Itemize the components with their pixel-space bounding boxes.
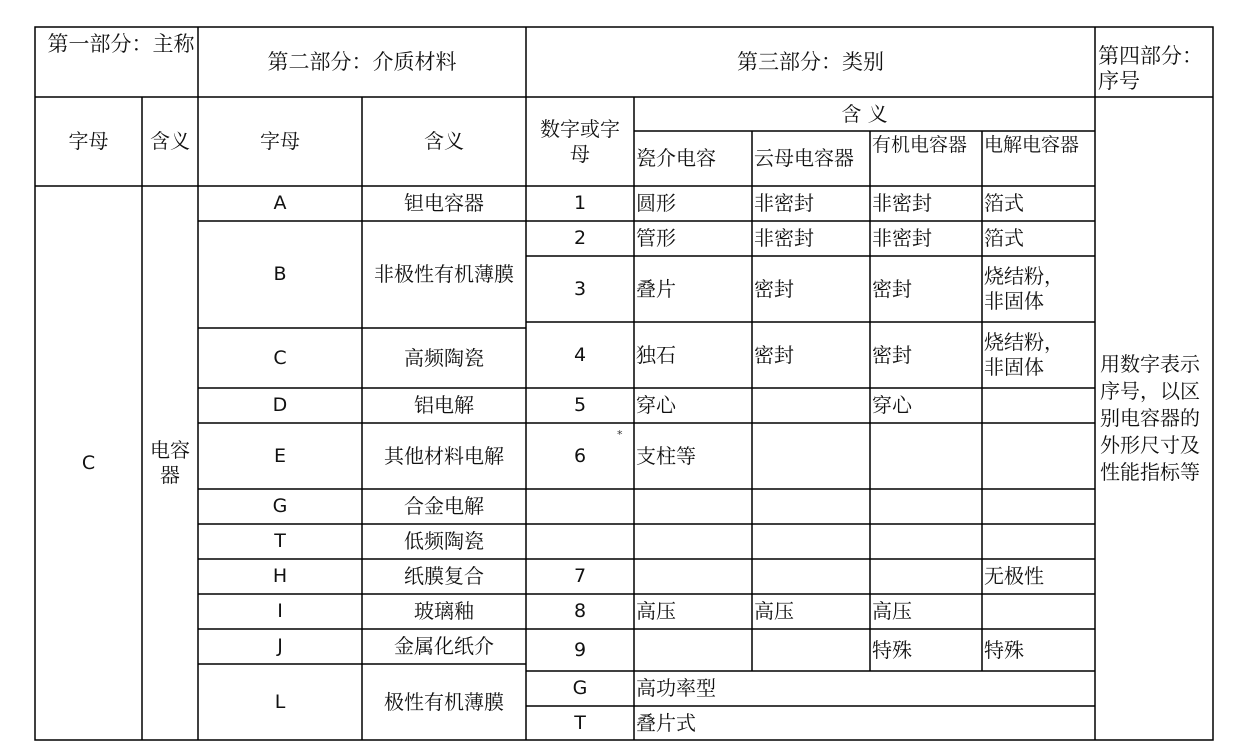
part1-header: 第一部分：主称	[47, 32, 195, 56]
part1-meaning-header: 含义	[150, 129, 190, 153]
material-letter: I	[277, 600, 283, 622]
category-organic: 穿心	[872, 393, 912, 417]
category-ceramic: 穿心	[636, 393, 676, 417]
material-meaning: 低频陶瓷	[404, 529, 484, 553]
category-ceramic	[634, 559, 752, 594]
category-code	[526, 524, 634, 559]
digit-or-letter-header: 数字或字母	[540, 116, 620, 166]
category-code: G	[572, 677, 588, 699]
category-electrolytic: 无极性	[984, 564, 1044, 588]
category-organic: 密封	[872, 342, 912, 367]
material-letter: B	[273, 263, 287, 285]
material-letter: A	[273, 192, 287, 214]
part2-meaning-header: 含义	[424, 129, 464, 153]
category-organic: 非密封	[872, 226, 932, 250]
serial-note: 用数字表示序号，以区别电容器的外形尺寸及性能指标等	[1100, 352, 1200, 484]
category-electrolytic	[982, 489, 1095, 524]
material-letter: H	[272, 565, 288, 587]
subheader-ceramic: 瓷介电容	[636, 146, 716, 170]
category-meaning-header: 含 义	[841, 101, 888, 126]
category-mica	[752, 423, 870, 489]
category-organic: 非密封	[872, 191, 932, 215]
material-meaning: 金属化纸介	[394, 634, 494, 658]
category-ceramic: 圆形	[636, 191, 676, 215]
stray-asterisk-mark: *	[617, 428, 623, 441]
category-code: 8	[573, 600, 587, 622]
category-electrolytic	[982, 524, 1095, 559]
material-meaning: 极性有机薄膜	[384, 689, 504, 714]
category-ceramic	[634, 489, 752, 524]
category-code: 6	[573, 444, 587, 467]
material-meaning: 非极性有机薄膜	[374, 262, 514, 286]
part1-meaning: 电容器	[150, 438, 190, 487]
category-electrolytic	[982, 594, 1095, 629]
material-meaning: 其他材料电解	[384, 443, 504, 468]
material-letter: E	[273, 444, 286, 467]
category-ceramic	[634, 629, 752, 671]
category-electrolytic	[982, 388, 1095, 423]
category-code: 9	[573, 638, 587, 661]
category-ceramic: 支柱等	[636, 443, 696, 468]
category-electrolytic	[982, 423, 1095, 489]
part4-header: 第四部分：序号	[1098, 44, 1203, 93]
category-mica: 高压	[754, 599, 794, 623]
part2-header: 第二部分：介质材料	[267, 49, 457, 74]
material-meaning: 铝电解	[414, 393, 474, 417]
material-letter: L	[274, 690, 286, 713]
category-code: 7	[573, 565, 587, 587]
category-mica	[752, 559, 870, 594]
category-electrolytic: 箔式	[984, 226, 1024, 250]
category-mica	[752, 629, 870, 671]
category-mica: 非密封	[754, 191, 814, 215]
category-ceramic: 管形	[636, 226, 676, 250]
category-organic: 特殊	[872, 637, 912, 662]
material-meaning: 高频陶瓷	[404, 345, 484, 370]
subheader-mica: 云母电容器	[754, 146, 854, 170]
material-meaning: 钽电容器	[404, 191, 484, 215]
category-mica	[752, 489, 870, 524]
category-organic: 高压	[872, 599, 912, 623]
part2-letter-header: 字母	[260, 129, 300, 153]
category-mica	[752, 388, 870, 423]
material-letter: T	[274, 530, 286, 552]
category-ceramic: 高压	[636, 599, 676, 623]
part3-header: 第三部分：类别	[737, 49, 884, 74]
material-meaning: 纸膜复合	[404, 564, 484, 588]
category-mica: 非密封	[754, 226, 814, 250]
part1-letter-header: 字母	[68, 129, 109, 153]
category-code: 1	[573, 192, 587, 214]
material-meaning: 合金电解	[404, 494, 484, 518]
category-code: 5	[573, 394, 587, 416]
category-code: 3	[573, 277, 587, 300]
category-organic	[870, 524, 982, 559]
category-mica: 密封	[754, 342, 794, 367]
category-mica: 密封	[754, 276, 794, 301]
material-letter: G	[272, 495, 288, 517]
category-electrolytic: 烧结粉，非固体	[984, 330, 1064, 379]
category-electrolytic: 特殊	[984, 637, 1024, 662]
category-merged-meaning: 高功率型	[636, 676, 716, 700]
category-code: 4	[573, 343, 587, 366]
category-organic	[870, 489, 982, 524]
subheader-organic: 有机电容器	[872, 134, 968, 156]
material-letter: D	[272, 394, 288, 416]
category-code	[526, 489, 634, 524]
category-ceramic	[634, 524, 752, 559]
material-letter: C	[273, 346, 287, 369]
category-electrolytic: 箔式	[984, 191, 1024, 215]
part1-letter: C	[81, 451, 96, 474]
material-meaning: 玻璃釉	[414, 599, 474, 623]
category-organic	[870, 423, 982, 489]
material-letter: J	[277, 635, 283, 657]
category-electrolytic: 烧结粉，非固体	[984, 264, 1064, 313]
category-ceramic: 独石	[636, 342, 676, 367]
category-mica	[752, 524, 870, 559]
subheader-electrolytic: 电解电容器	[984, 134, 1080, 156]
category-code: 2	[573, 227, 587, 249]
category-ceramic: 叠片	[636, 276, 676, 301]
category-merged-meaning: 叠片式	[636, 710, 696, 735]
category-organic	[870, 559, 982, 594]
category-code: T	[574, 711, 586, 734]
category-organic: 密封	[872, 276, 912, 301]
